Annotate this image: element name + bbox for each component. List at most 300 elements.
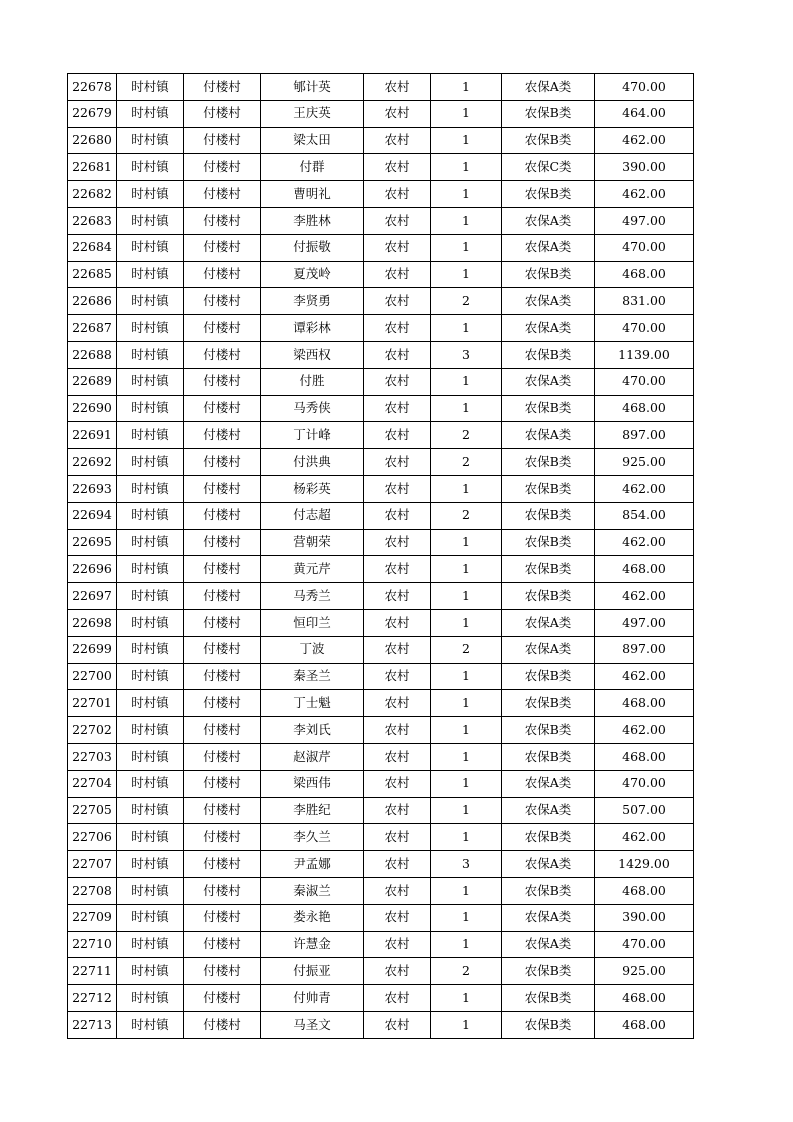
table-row — [68, 824, 694, 851]
amount-cell: 470.00 — [595, 234, 694, 261]
category-cell: 农保A类 — [502, 234, 595, 261]
household-type-cell: 农村 — [364, 74, 431, 101]
record-id-cell: 22709 — [68, 904, 117, 931]
town-cell: 时村镇 — [117, 154, 184, 181]
record-id-cell: 22681 — [68, 154, 117, 181]
category-cell: 农保B类 — [502, 100, 595, 127]
town-cell: 时村镇 — [117, 127, 184, 154]
household-type-cell: 农村 — [364, 931, 431, 958]
person-count-cell: 1 — [431, 154, 502, 181]
category-cell: 农保A类 — [502, 797, 595, 824]
household-type-cell: 农村 — [364, 341, 431, 368]
table-row — [68, 154, 694, 181]
record-id-cell: 22692 — [68, 449, 117, 476]
table-row — [68, 127, 694, 154]
village-cell: 付楼村 — [184, 904, 261, 931]
name-cell: 马秀兰 — [261, 583, 364, 610]
table-row — [68, 529, 694, 556]
amount-cell: 468.00 — [595, 690, 694, 717]
village-cell: 付楼村 — [184, 556, 261, 583]
table-row — [68, 288, 694, 315]
amount-cell: 462.00 — [595, 824, 694, 851]
name-cell: 付洪典 — [261, 449, 364, 476]
amount-cell: 468.00 — [595, 1011, 694, 1038]
household-type-cell: 农村 — [364, 556, 431, 583]
household-type-cell: 农村 — [364, 690, 431, 717]
table-row — [68, 743, 694, 770]
record-id-cell: 22713 — [68, 1011, 117, 1038]
name-cell: 娄永艳 — [261, 904, 364, 931]
person-count-cell: 2 — [431, 958, 502, 985]
town-cell: 时村镇 — [117, 100, 184, 127]
table-row — [68, 851, 694, 878]
household-type-cell: 农村 — [364, 904, 431, 931]
town-cell: 时村镇 — [117, 958, 184, 985]
person-count-cell: 2 — [431, 502, 502, 529]
household-type-cell: 农村 — [364, 851, 431, 878]
name-cell: 恒印兰 — [261, 609, 364, 636]
table-row — [68, 663, 694, 690]
category-cell: 农保B类 — [502, 475, 595, 502]
town-cell: 时村镇 — [117, 985, 184, 1012]
household-type-cell: 农村 — [364, 368, 431, 395]
household-type-cell: 农村 — [364, 449, 431, 476]
village-cell: 付楼村 — [184, 449, 261, 476]
person-count-cell: 1 — [431, 1011, 502, 1038]
category-cell: 农保B类 — [502, 127, 595, 154]
person-count-cell: 1 — [431, 234, 502, 261]
village-cell: 付楼村 — [184, 1011, 261, 1038]
town-cell: 时村镇 — [117, 449, 184, 476]
category-cell: 农保B类 — [502, 556, 595, 583]
category-cell: 农保B类 — [502, 1011, 595, 1038]
household-type-cell: 农村 — [364, 877, 431, 904]
record-id-cell: 22707 — [68, 851, 117, 878]
record-id-cell: 22702 — [68, 717, 117, 744]
household-type-cell: 农村 — [364, 770, 431, 797]
person-count-cell: 2 — [431, 288, 502, 315]
town-cell: 时村镇 — [117, 181, 184, 208]
person-count-cell: 3 — [431, 341, 502, 368]
name-cell: 李久兰 — [261, 824, 364, 851]
village-cell: 付楼村 — [184, 877, 261, 904]
record-id-cell: 22691 — [68, 422, 117, 449]
village-cell: 付楼村 — [184, 985, 261, 1012]
table-row — [68, 797, 694, 824]
name-cell: 丁计峰 — [261, 422, 364, 449]
village-cell: 付楼村 — [184, 207, 261, 234]
table-row — [68, 100, 694, 127]
village-cell: 付楼村 — [184, 851, 261, 878]
record-id-cell: 22683 — [68, 207, 117, 234]
record-id-cell: 22695 — [68, 529, 117, 556]
village-cell: 付楼村 — [184, 529, 261, 556]
amount-cell: 462.00 — [595, 127, 694, 154]
village-cell: 付楼村 — [184, 288, 261, 315]
person-count-cell: 1 — [431, 395, 502, 422]
record-id-cell: 22711 — [68, 958, 117, 985]
category-cell: 农保B类 — [502, 395, 595, 422]
person-count-cell: 1 — [431, 797, 502, 824]
person-count-cell: 1 — [431, 74, 502, 101]
town-cell: 时村镇 — [117, 904, 184, 931]
village-cell: 付楼村 — [184, 127, 261, 154]
amount-cell: 470.00 — [595, 931, 694, 958]
table-row — [68, 877, 694, 904]
household-type-cell: 农村 — [364, 207, 431, 234]
record-id-cell: 22708 — [68, 877, 117, 904]
name-cell: 许慧金 — [261, 931, 364, 958]
record-id-cell: 22689 — [68, 368, 117, 395]
village-cell: 付楼村 — [184, 770, 261, 797]
village-cell: 付楼村 — [184, 475, 261, 502]
amount-cell: 462.00 — [595, 475, 694, 502]
category-cell: 农保B类 — [502, 717, 595, 744]
name-cell: 付振亚 — [261, 958, 364, 985]
table-row — [68, 74, 694, 101]
amount-cell: 925.00 — [595, 449, 694, 476]
category-cell: 农保A类 — [502, 851, 595, 878]
records-table — [67, 73, 694, 1039]
household-type-cell: 农村 — [364, 395, 431, 422]
category-cell: 农保B类 — [502, 690, 595, 717]
table-row — [68, 770, 694, 797]
village-cell: 付楼村 — [184, 154, 261, 181]
village-cell: 付楼村 — [184, 100, 261, 127]
village-cell: 付楼村 — [184, 609, 261, 636]
category-cell: 农保B类 — [502, 502, 595, 529]
person-count-cell: 1 — [431, 743, 502, 770]
category-cell: 农保B类 — [502, 985, 595, 1012]
category-cell: 农保A类 — [502, 609, 595, 636]
village-cell: 付楼村 — [184, 341, 261, 368]
amount-cell: 468.00 — [595, 395, 694, 422]
name-cell: 付群 — [261, 154, 364, 181]
amount-cell: 468.00 — [595, 556, 694, 583]
name-cell: 丁波 — [261, 636, 364, 663]
category-cell: 农保A类 — [502, 904, 595, 931]
amount-cell: 470.00 — [595, 74, 694, 101]
record-id-cell: 22701 — [68, 690, 117, 717]
name-cell: 郇计英 — [261, 74, 364, 101]
record-id-cell: 22696 — [68, 556, 117, 583]
household-type-cell: 农村 — [364, 422, 431, 449]
table-row — [68, 985, 694, 1012]
record-id-cell: 22685 — [68, 261, 117, 288]
village-cell: 付楼村 — [184, 583, 261, 610]
name-cell: 梁西权 — [261, 341, 364, 368]
category-cell: 农保B类 — [502, 449, 595, 476]
household-type-cell: 农村 — [364, 315, 431, 342]
village-cell: 付楼村 — [184, 74, 261, 101]
person-count-cell: 1 — [431, 261, 502, 288]
record-id-cell: 22678 — [68, 74, 117, 101]
amount-cell: 468.00 — [595, 743, 694, 770]
category-cell: 农保A类 — [502, 931, 595, 958]
record-id-cell: 22682 — [68, 181, 117, 208]
amount-cell: 468.00 — [595, 985, 694, 1012]
town-cell: 时村镇 — [117, 368, 184, 395]
town-cell: 时村镇 — [117, 824, 184, 851]
household-type-cell: 农村 — [364, 127, 431, 154]
record-id-cell: 22694 — [68, 502, 117, 529]
table-row — [68, 341, 694, 368]
household-type-cell: 农村 — [364, 1011, 431, 1038]
village-cell: 付楼村 — [184, 422, 261, 449]
table-row — [68, 261, 694, 288]
amount-cell: 390.00 — [595, 904, 694, 931]
person-count-cell: 1 — [431, 556, 502, 583]
name-cell: 黄元芹 — [261, 556, 364, 583]
village-cell: 付楼村 — [184, 368, 261, 395]
amount-cell: 897.00 — [595, 636, 694, 663]
person-count-cell: 1 — [431, 904, 502, 931]
amount-cell: 470.00 — [595, 770, 694, 797]
name-cell: 王庆英 — [261, 100, 364, 127]
record-id-cell: 22706 — [68, 824, 117, 851]
household-type-cell: 农村 — [364, 636, 431, 663]
category-cell: 农保B类 — [502, 341, 595, 368]
name-cell: 梁西伟 — [261, 770, 364, 797]
category-cell: 农保A类 — [502, 368, 595, 395]
person-count-cell: 1 — [431, 690, 502, 717]
town-cell: 时村镇 — [117, 690, 184, 717]
amount-cell: 462.00 — [595, 663, 694, 690]
category-cell: 农保B类 — [502, 663, 595, 690]
amount-cell: 1139.00 — [595, 341, 694, 368]
household-type-cell: 农村 — [364, 475, 431, 502]
household-type-cell: 农村 — [364, 154, 431, 181]
person-count-cell: 1 — [431, 475, 502, 502]
record-id-cell: 22693 — [68, 475, 117, 502]
town-cell: 时村镇 — [117, 234, 184, 261]
town-cell: 时村镇 — [117, 502, 184, 529]
household-type-cell: 农村 — [364, 502, 431, 529]
amount-cell: 497.00 — [595, 207, 694, 234]
village-cell: 付楼村 — [184, 797, 261, 824]
table-row — [68, 556, 694, 583]
table-row — [68, 449, 694, 476]
town-cell: 时村镇 — [117, 341, 184, 368]
village-cell: 付楼村 — [184, 234, 261, 261]
person-count-cell: 1 — [431, 663, 502, 690]
amount-cell: 462.00 — [595, 529, 694, 556]
record-id-cell: 22690 — [68, 395, 117, 422]
amount-cell: 897.00 — [595, 422, 694, 449]
record-id-cell: 22710 — [68, 931, 117, 958]
person-count-cell: 1 — [431, 609, 502, 636]
town-cell: 时村镇 — [117, 609, 184, 636]
person-count-cell: 2 — [431, 449, 502, 476]
amount-cell: 462.00 — [595, 717, 694, 744]
town-cell: 时村镇 — [117, 529, 184, 556]
person-count-cell: 1 — [431, 127, 502, 154]
table-row — [68, 958, 694, 985]
person-count-cell: 1 — [431, 583, 502, 610]
category-cell: 农保B类 — [502, 181, 595, 208]
household-type-cell: 农村 — [364, 100, 431, 127]
person-count-cell: 1 — [431, 985, 502, 1012]
table-row — [68, 636, 694, 663]
name-cell: 曹明礼 — [261, 181, 364, 208]
category-cell: 农保A类 — [502, 288, 595, 315]
household-type-cell: 农村 — [364, 797, 431, 824]
person-count-cell: 1 — [431, 181, 502, 208]
village-cell: 付楼村 — [184, 315, 261, 342]
record-id-cell: 22697 — [68, 583, 117, 610]
name-cell: 夏茂岭 — [261, 261, 364, 288]
village-cell: 付楼村 — [184, 743, 261, 770]
category-cell: 农保B类 — [502, 261, 595, 288]
village-cell: 付楼村 — [184, 395, 261, 422]
person-count-cell: 1 — [431, 315, 502, 342]
household-type-cell: 农村 — [364, 717, 431, 744]
household-type-cell: 农村 — [364, 824, 431, 851]
amount-cell: 925.00 — [595, 958, 694, 985]
village-cell: 付楼村 — [184, 663, 261, 690]
record-id-cell: 22684 — [68, 234, 117, 261]
amount-cell: 468.00 — [595, 877, 694, 904]
table-row — [68, 475, 694, 502]
table-row — [68, 368, 694, 395]
category-cell: 农保B类 — [502, 743, 595, 770]
person-count-cell: 1 — [431, 717, 502, 744]
household-type-cell: 农村 — [364, 181, 431, 208]
category-cell: 农保B类 — [502, 583, 595, 610]
table-row — [68, 931, 694, 958]
amount-cell: 507.00 — [595, 797, 694, 824]
town-cell: 时村镇 — [117, 797, 184, 824]
name-cell: 营朝荣 — [261, 529, 364, 556]
town-cell: 时村镇 — [117, 288, 184, 315]
name-cell: 秦圣兰 — [261, 663, 364, 690]
record-id-cell: 22705 — [68, 797, 117, 824]
name-cell: 李胜纪 — [261, 797, 364, 824]
category-cell: 农保A类 — [502, 207, 595, 234]
table-row — [68, 717, 694, 744]
table-row — [68, 1011, 694, 1038]
town-cell: 时村镇 — [117, 395, 184, 422]
village-cell: 付楼村 — [184, 181, 261, 208]
record-id-cell: 22712 — [68, 985, 117, 1012]
record-id-cell: 22699 — [68, 636, 117, 663]
amount-cell: 831.00 — [595, 288, 694, 315]
person-count-cell: 1 — [431, 207, 502, 234]
town-cell: 时村镇 — [117, 636, 184, 663]
household-type-cell: 农村 — [364, 234, 431, 261]
records-table-body — [68, 74, 694, 1039]
table-row — [68, 181, 694, 208]
amount-cell: 470.00 — [595, 368, 694, 395]
household-type-cell: 农村 — [364, 609, 431, 636]
amount-cell: 497.00 — [595, 609, 694, 636]
town-cell: 时村镇 — [117, 931, 184, 958]
name-cell: 付胜 — [261, 368, 364, 395]
person-count-cell: 1 — [431, 931, 502, 958]
record-id-cell: 22700 — [68, 663, 117, 690]
town-cell: 时村镇 — [117, 207, 184, 234]
table-row — [68, 422, 694, 449]
category-cell: 农保A类 — [502, 770, 595, 797]
amount-cell: 462.00 — [595, 181, 694, 208]
town-cell: 时村镇 — [117, 422, 184, 449]
name-cell: 秦淑兰 — [261, 877, 364, 904]
category-cell: 农保B类 — [502, 824, 595, 851]
household-type-cell: 农村 — [364, 958, 431, 985]
table-row — [68, 502, 694, 529]
table-row — [68, 315, 694, 342]
person-count-cell: 2 — [431, 422, 502, 449]
table-row — [68, 609, 694, 636]
household-type-cell: 农村 — [364, 529, 431, 556]
town-cell: 时村镇 — [117, 717, 184, 744]
village-cell: 付楼村 — [184, 824, 261, 851]
table-row — [68, 395, 694, 422]
town-cell: 时村镇 — [117, 583, 184, 610]
household-type-cell: 农村 — [364, 985, 431, 1012]
village-cell: 付楼村 — [184, 502, 261, 529]
person-count-cell: 1 — [431, 877, 502, 904]
name-cell: 赵淑芹 — [261, 743, 364, 770]
person-count-cell: 1 — [431, 100, 502, 127]
record-id-cell: 22704 — [68, 770, 117, 797]
table-row — [68, 207, 694, 234]
household-type-cell: 农村 — [364, 261, 431, 288]
amount-cell: 462.00 — [595, 583, 694, 610]
name-cell: 梁太田 — [261, 127, 364, 154]
name-cell: 尹孟娜 — [261, 851, 364, 878]
record-id-cell: 22680 — [68, 127, 117, 154]
category-cell: 农保B类 — [502, 958, 595, 985]
table-row — [68, 690, 694, 717]
record-id-cell: 22703 — [68, 743, 117, 770]
table-row — [68, 583, 694, 610]
village-cell: 付楼村 — [184, 636, 261, 663]
amount-cell: 390.00 — [595, 154, 694, 181]
household-type-cell: 农村 — [364, 663, 431, 690]
amount-cell: 1429.00 — [595, 851, 694, 878]
category-cell: 农保B类 — [502, 877, 595, 904]
household-type-cell: 农村 — [364, 288, 431, 315]
village-cell: 付楼村 — [184, 931, 261, 958]
village-cell: 付楼村 — [184, 717, 261, 744]
village-cell: 付楼村 — [184, 958, 261, 985]
village-cell: 付楼村 — [184, 261, 261, 288]
town-cell: 时村镇 — [117, 743, 184, 770]
person-count-cell: 1 — [431, 824, 502, 851]
category-cell: 农保A类 — [502, 636, 595, 663]
category-cell: 农保A类 — [502, 74, 595, 101]
record-id-cell: 22686 — [68, 288, 117, 315]
amount-cell: 854.00 — [595, 502, 694, 529]
name-cell: 李刘氏 — [261, 717, 364, 744]
name-cell: 李贤勇 — [261, 288, 364, 315]
town-cell: 时村镇 — [117, 1011, 184, 1038]
name-cell: 马圣文 — [261, 1011, 364, 1038]
village-cell: 付楼村 — [184, 690, 261, 717]
name-cell: 杨彩英 — [261, 475, 364, 502]
table-row — [68, 234, 694, 261]
category-cell: 农保B类 — [502, 529, 595, 556]
town-cell: 时村镇 — [117, 663, 184, 690]
amount-cell: 464.00 — [595, 100, 694, 127]
name-cell: 谭彩林 — [261, 315, 364, 342]
person-count-cell: 1 — [431, 529, 502, 556]
household-type-cell: 农村 — [364, 583, 431, 610]
town-cell: 时村镇 — [117, 877, 184, 904]
town-cell: 时村镇 — [117, 74, 184, 101]
person-count-cell: 3 — [431, 851, 502, 878]
